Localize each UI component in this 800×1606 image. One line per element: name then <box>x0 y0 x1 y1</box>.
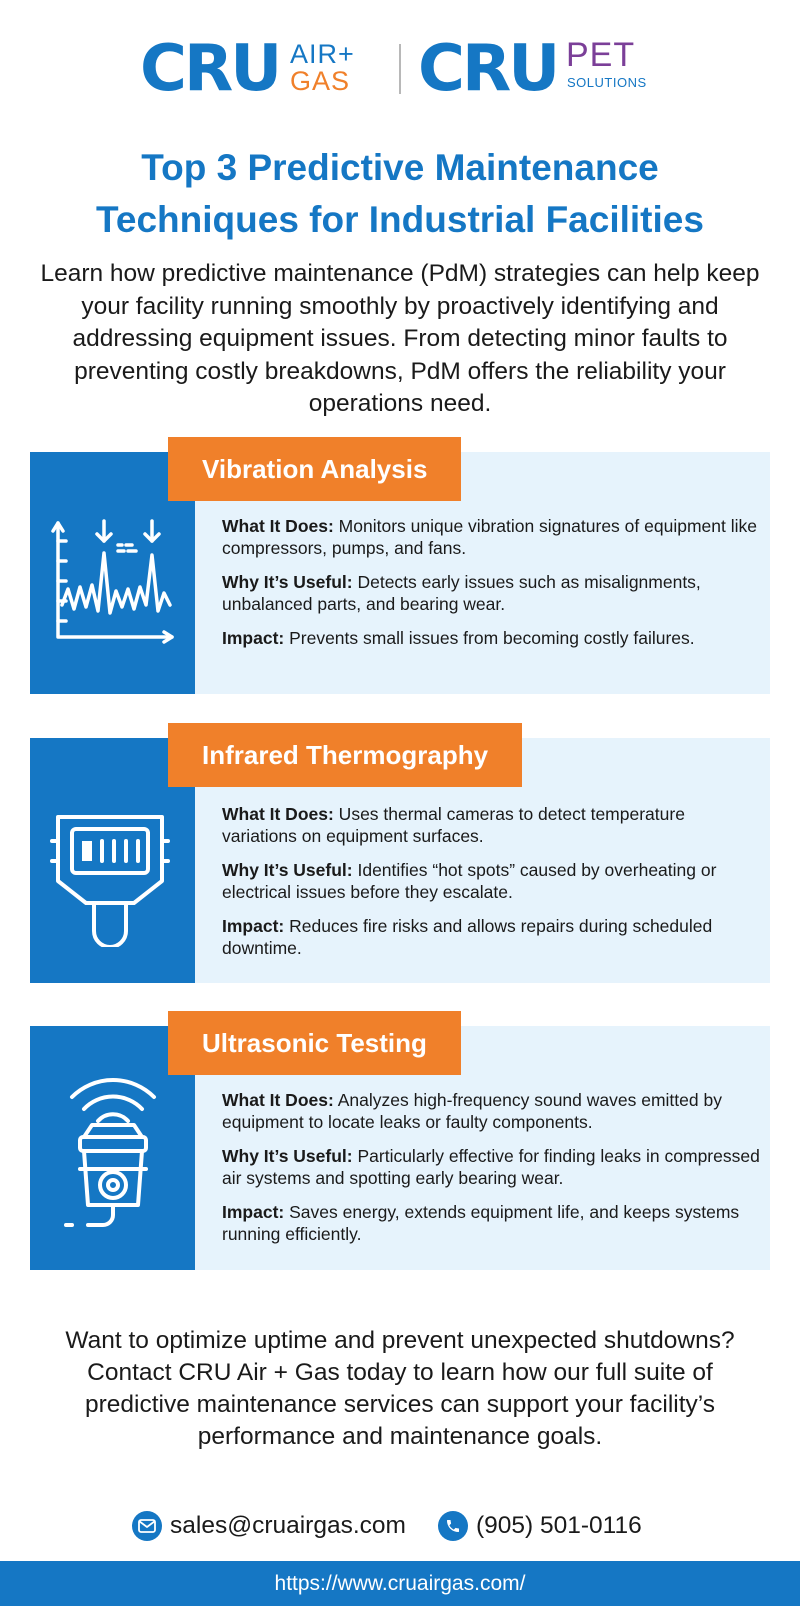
what-it-does-item <box>222 803 762 847</box>
solutions-logo-text: SOLUTIONS <box>567 75 647 90</box>
why-label: Why It’s Useful: <box>222 572 353 592</box>
logo-divider <box>399 44 401 94</box>
why-text: Detects early issues such as misalignments, unbalanced parts, and bearing wear. <box>222 572 701 614</box>
page-title: Top 3 Predictive Maintenance Techniques for Industrial Facilities <box>96 147 704 240</box>
section-ultrasonic-testing <box>30 1011 770 1270</box>
brand-logos <box>0 32 800 106</box>
cru-pet-logo-word: CRU <box>418 32 558 106</box>
what-text: Monitors unique vibration signatures of equipment like compressors, pumps, and fans. <box>222 516 757 558</box>
section-vibration-analysis <box>30 437 770 694</box>
impact-item <box>222 627 762 649</box>
section-title: Infrared Thermography <box>168 723 522 787</box>
section-body <box>222 515 762 661</box>
what-text: Analyzes high-frequency sound waves emitted by equipment to locate leaks or faulty components. <box>222 1090 722 1132</box>
why-label: Why It’s Useful: <box>222 860 353 880</box>
why-text: Particularly effective for finding leaks in compressed air systems and spotting early bearing wear. <box>222 1146 760 1188</box>
email-link[interactable]: sales@cruairgas.com <box>170 1512 406 1539</box>
section-title: Ultrasonic Testing <box>168 1011 461 1075</box>
impact-item <box>222 915 762 959</box>
gas-logo-text: GAS <box>290 66 351 96</box>
what-label: What It Does: <box>222 1090 334 1110</box>
impact-text: Prevents small issues from becoming costly failures. <box>284 628 695 648</box>
impact-text: Reduces fire risks and allows repairs during scheduled downtime. <box>222 916 713 958</box>
section-infrared-thermography <box>30 723 770 983</box>
ultrasonic-sensor-icon <box>58 1075 168 1240</box>
intro-paragraph: Learn how predictive maintenance (PdM) strategies can help keep your facility running smoothly by proactively identifying and addressing equipment issues. From detecting minor faults to preventing costly breakdowns, PdM offers the reliability your operations need. <box>40 260 760 417</box>
impact-label: Impact: <box>222 1202 285 1222</box>
vibration-chart-icon <box>48 517 178 652</box>
call-to-action-text: Want to optimize uptime and prevent unexpected shutdowns? Contact CRU Air + Gas today to learn how our full suite of predictive maintenance services can support your facility’s performance and maintenance goals. <box>65 1327 735 1450</box>
email-contact[interactable] <box>132 1508 406 1544</box>
impact-item <box>222 1201 762 1245</box>
section-body <box>222 1089 762 1257</box>
impact-label: Impact: <box>222 916 285 936</box>
phone-icon <box>438 1511 468 1541</box>
why-label: Why It’s Useful: <box>222 1146 353 1166</box>
phone-contact[interactable] <box>438 1508 642 1544</box>
air-logo-text: AIR+ <box>290 39 355 69</box>
thermal-camera-icon <box>50 807 170 952</box>
footer-bar <box>0 1561 800 1606</box>
cru-air-gas-logo-word: CRU <box>140 32 280 106</box>
what-text: Uses thermal cameras to detect temperature variations on equipment surfaces. <box>222 804 685 846</box>
what-label: What It Does: <box>222 516 334 536</box>
envelope-icon <box>132 1511 162 1541</box>
impact-label: Impact: <box>222 628 285 648</box>
website-link[interactable]: https://www.cruairgas.com/ <box>274 1572 526 1595</box>
what-it-does-item <box>222 1089 762 1133</box>
why-useful-item <box>222 1145 762 1189</box>
why-useful-item <box>222 571 762 615</box>
what-it-does-item <box>222 515 762 559</box>
what-label: What It Does: <box>222 804 334 824</box>
section-body <box>222 803 762 971</box>
why-text: Identifies “hot spots” caused by overheating or electrical issues before they escalate. <box>222 860 717 902</box>
why-useful-item <box>222 859 762 903</box>
pet-logo-text: PET <box>566 36 636 74</box>
section-title: Vibration Analysis <box>168 437 461 501</box>
phone-link[interactable]: (905) 501-0116 <box>476 1512 642 1539</box>
impact-text: Saves energy, extends equipment life, and keeps systems running efficiently. <box>222 1202 740 1244</box>
